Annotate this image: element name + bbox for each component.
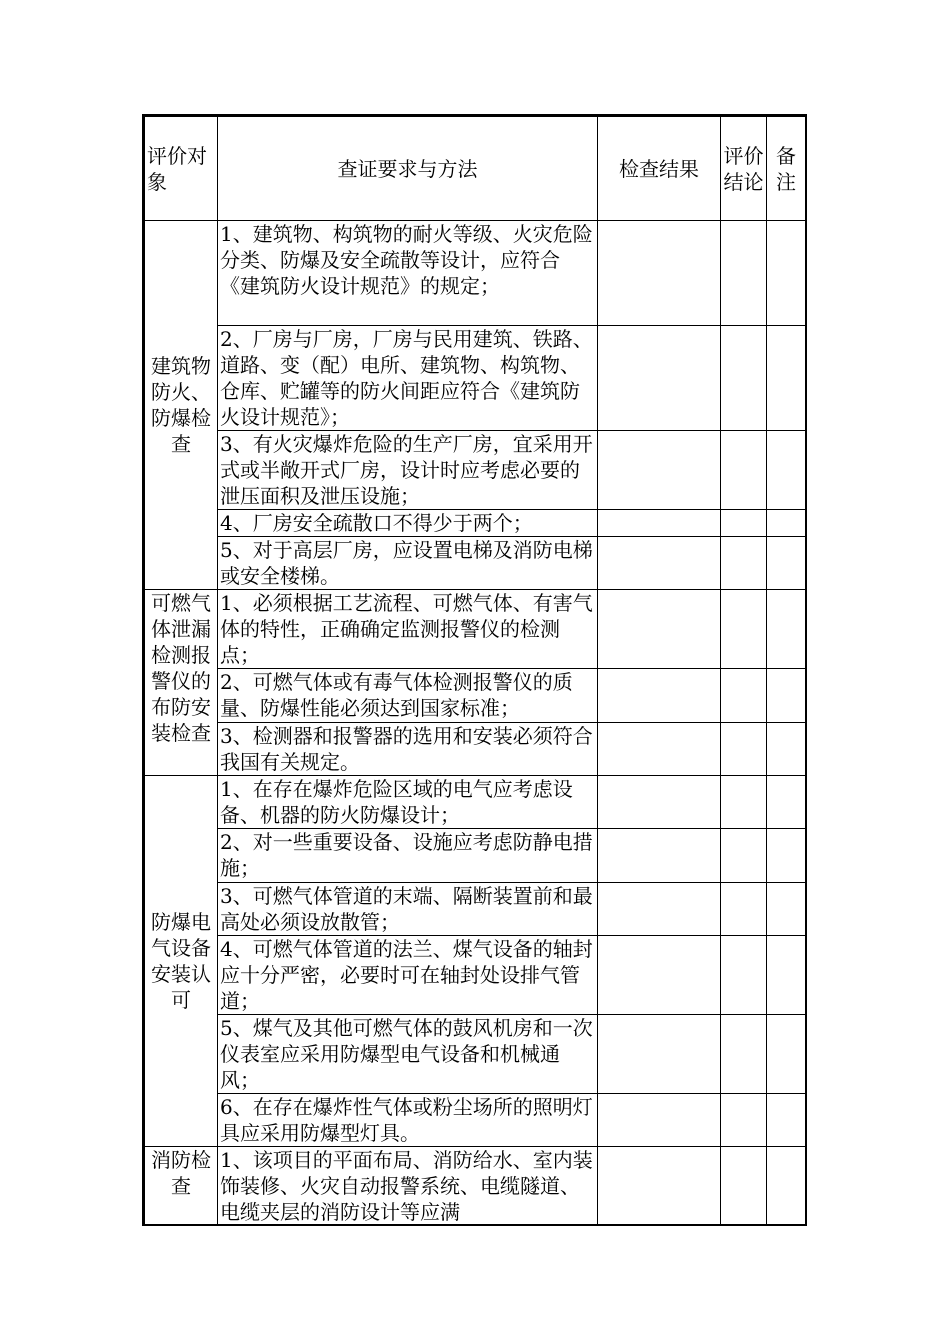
requirement-item: 2、对一些重要设备、设施应考虑防静电措施； (218, 829, 598, 883)
requirement-item: 3、检测器和报警器的选用和安装必须符合我国有关规定。 (218, 723, 598, 776)
result-cell[interactable] (598, 326, 721, 431)
conclusion-cell[interactable] (721, 537, 767, 590)
section-object: 消防检查 (145, 1147, 218, 1227)
result-cell[interactable] (598, 537, 721, 590)
inspection-table (142, 114, 807, 1226)
remark-cell[interactable] (767, 936, 806, 1015)
requirement-item: 1、在存在爆炸危险区域的电气应考虑设备、机器的防火防爆设计； (218, 776, 598, 829)
conclusion-cell[interactable] (721, 1015, 767, 1094)
table-row (145, 537, 806, 590)
result-cell[interactable] (598, 510, 721, 537)
remark-cell[interactable] (767, 723, 806, 776)
result-cell[interactable] (598, 883, 721, 936)
remark-cell[interactable] (767, 669, 806, 723)
table-row (145, 431, 806, 510)
remark-cell[interactable] (767, 1147, 806, 1227)
header-row (145, 117, 806, 221)
table-row (145, 776, 806, 829)
requirement-item: 2、可燃气体或有毒气体检测报警仪的质量、防爆性能必须达到国家标准； (218, 669, 598, 723)
remark-cell[interactable] (767, 829, 806, 883)
result-cell[interactable] (598, 723, 721, 776)
header-result: 检查结果 (598, 117, 721, 221)
conclusion-cell[interactable] (721, 1094, 767, 1147)
requirement-item: 3、可燃气体管道的末端、隔断装置前和最高处必须设放散管； (218, 883, 598, 936)
table-row (145, 883, 806, 936)
remark-cell[interactable] (767, 537, 806, 590)
requirement-item: 1、必须根据工艺流程、可燃气体、有害气体的特性，正确确定监测报警仪的检测点； (218, 590, 598, 669)
remark-cell[interactable] (767, 776, 806, 829)
table-row (145, 723, 806, 776)
result-cell[interactable] (598, 590, 721, 669)
remark-cell[interactable] (767, 590, 806, 669)
requirement-item: 2、厂房与厂房，厂房与民用建筑、铁路、道路、变（配）电所、建筑物、构筑物、仓库、贮罐等的防火间距应符合《建筑防火设计规范》； (218, 326, 598, 431)
remark-cell[interactable] (767, 326, 806, 431)
remark-cell[interactable] (767, 431, 806, 510)
remark-cell[interactable] (767, 1015, 806, 1094)
conclusion-cell[interactable] (721, 1147, 767, 1227)
header-conclusion: 评价结论 (721, 117, 767, 221)
conclusion-cell[interactable] (721, 829, 767, 883)
header-method: 查证要求与方法 (218, 117, 598, 221)
remark-cell[interactable] (767, 510, 806, 537)
table-row (145, 669, 806, 723)
requirement-item: 5、对于高层厂房，应设置电梯及消防电梯或安全楼梯。 (218, 537, 598, 590)
conclusion-cell[interactable] (721, 883, 767, 936)
table-row (145, 326, 806, 431)
conclusion-cell[interactable] (721, 936, 767, 1015)
table-row (145, 829, 806, 883)
conclusion-cell[interactable] (721, 326, 767, 431)
result-cell[interactable] (598, 669, 721, 723)
table-row (145, 590, 806, 669)
conclusion-cell[interactable] (721, 723, 767, 776)
requirement-item: 6、在存在爆炸性气体或粉尘场所的照明灯具应采用防爆型灯具。 (218, 1094, 598, 1147)
table-row (145, 1147, 806, 1227)
table-row (145, 1015, 806, 1094)
conclusion-cell[interactable] (721, 590, 767, 669)
requirement-item: 5、煤气及其他可燃气体的鼓风机房和一次仪表室应采用防爆型电气设备和机械通风； (218, 1015, 598, 1094)
result-cell[interactable] (598, 829, 721, 883)
table-row (145, 221, 806, 326)
result-cell[interactable] (598, 776, 721, 829)
conclusion-cell[interactable] (721, 669, 767, 723)
result-cell[interactable] (598, 1015, 721, 1094)
header-remark: 备注 (767, 117, 806, 221)
result-cell[interactable] (598, 431, 721, 510)
section-object: 建筑物防火、防爆检查 (145, 221, 218, 590)
section-object: 防爆电气设备安装认可 (145, 776, 218, 1147)
table-row (145, 1094, 806, 1147)
remark-cell[interactable] (767, 1094, 806, 1147)
requirement-item: 1、该项目的平面布局、消防给水、室内装饰装修、火灾自动报警系统、电缆隧道、电缆夹层的消防设计等应满 (218, 1147, 598, 1227)
table-row (145, 510, 806, 537)
remark-cell[interactable] (767, 883, 806, 936)
conclusion-cell[interactable] (721, 776, 767, 829)
header-object: 评价对象 (145, 117, 218, 221)
table-row (145, 936, 806, 1015)
conclusion-cell[interactable] (721, 510, 767, 537)
result-cell[interactable] (598, 1094, 721, 1147)
result-cell[interactable] (598, 221, 721, 326)
conclusion-cell[interactable] (721, 431, 767, 510)
requirement-item: 1、建筑物、构筑物的耐火等级、火灾危险分类、防爆及安全疏散等设计，应符合《建筑防火设计规范》的规定； (218, 221, 598, 326)
requirement-item: 4、可燃气体管道的法兰、煤气设备的轴封应十分严密，必要时可在轴封处设排气管道； (218, 936, 598, 1015)
section-object: 可燃气体泄漏检测报警仪的布防安装检查 (145, 590, 218, 776)
result-cell[interactable] (598, 1147, 721, 1227)
remark-cell[interactable] (767, 221, 806, 326)
result-cell[interactable] (598, 936, 721, 1015)
conclusion-cell[interactable] (721, 221, 767, 326)
requirement-item: 3、有火灾爆炸危险的生产厂房，宜采用开式或半敞开式厂房，设计时应考虑必要的泄压面积及泄压设施； (218, 431, 598, 510)
requirement-item: 4、厂房安全疏散口不得少于两个； (218, 510, 598, 537)
